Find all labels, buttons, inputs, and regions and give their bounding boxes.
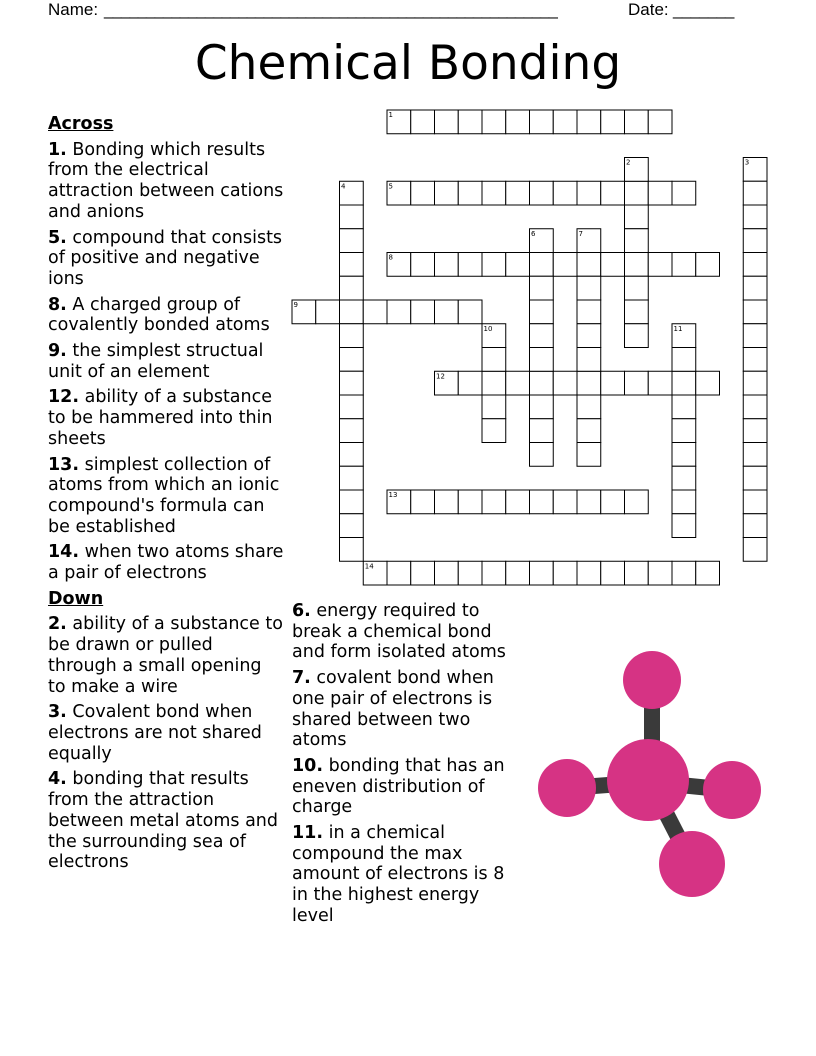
grid-cell[interactable] — [577, 300, 601, 324]
grid-cell[interactable] — [530, 443, 554, 467]
grid-cell[interactable] — [648, 253, 672, 277]
grid-cell[interactable] — [601, 110, 625, 134]
grid-cell[interactable] — [506, 371, 530, 395]
grid-cell[interactable] — [411, 181, 435, 205]
grid-cell[interactable] — [577, 110, 601, 134]
clue-number-10: 10 — [483, 324, 493, 333]
grid-cell[interactable] — [743, 158, 767, 182]
grid-cell[interactable] — [411, 561, 435, 585]
grid-cell[interactable] — [577, 419, 601, 443]
grid-cell[interactable] — [601, 371, 625, 395]
grid-cell[interactable] — [672, 466, 696, 490]
grid-cell[interactable] — [743, 324, 767, 348]
grid-cell[interactable] — [577, 229, 601, 253]
name-line[interactable]: ______________________________________________________ — [104, 0, 557, 19]
grid-cell[interactable] — [696, 371, 720, 395]
grid-cell[interactable] — [506, 181, 530, 205]
grid-cell[interactable] — [482, 253, 506, 277]
grid-cell[interactable] — [340, 371, 364, 395]
grid-cell[interactable] — [648, 561, 672, 585]
grid-cell[interactable] — [672, 419, 696, 443]
clue-number-2: 2 — [626, 158, 631, 167]
grid-cell[interactable] — [530, 419, 554, 443]
grid-cell[interactable] — [672, 443, 696, 467]
grid-cell[interactable] — [743, 514, 767, 538]
grid-cell[interactable] — [458, 253, 482, 277]
grid-cell[interactable] — [696, 253, 720, 277]
grid-cell[interactable] — [482, 419, 506, 443]
clue-down-7: 7. covalent bond when one pair of electrons is shared between two atoms — [292, 668, 494, 751]
grid-cell[interactable] — [411, 490, 435, 514]
grid-cell[interactable] — [530, 253, 554, 277]
grid-cell[interactable] — [458, 110, 482, 134]
grid-cell[interactable] — [530, 348, 554, 372]
grid-cell[interactable] — [340, 253, 364, 277]
grid-cell[interactable] — [435, 490, 459, 514]
clue-number-14: 14 — [364, 562, 374, 571]
grid-cell[interactable] — [672, 253, 696, 277]
grid-cell[interactable] — [387, 490, 411, 514]
grid-cell[interactable] — [340, 205, 364, 229]
grid-cell[interactable] — [435, 110, 459, 134]
grid-cell[interactable] — [672, 348, 696, 372]
grid-cell[interactable] — [672, 181, 696, 205]
grid-cell[interactable] — [625, 205, 649, 229]
atom-center — [607, 739, 689, 821]
grid-cell[interactable] — [625, 110, 649, 134]
grid-cell[interactable] — [743, 253, 767, 277]
grid-cell[interactable] — [340, 419, 364, 443]
clue-across-12: 12. ability of a substance to be hammered into thin sheets — [48, 387, 273, 449]
grid-cell[interactable] — [506, 253, 530, 277]
grid-cell[interactable] — [458, 490, 482, 514]
grid-cell[interactable] — [577, 181, 601, 205]
grid-cell[interactable] — [387, 561, 411, 585]
grid-cell[interactable] — [340, 490, 364, 514]
grid-cell[interactable] — [363, 561, 387, 585]
grid-cell[interactable] — [435, 561, 459, 585]
grid-cell[interactable] — [458, 300, 482, 324]
clue-down-2: 2. ability of a substance to be drawn or pulled through a small opening to make a wire — [48, 614, 283, 697]
grid-cell[interactable] — [292, 300, 316, 324]
grid-cell[interactable] — [482, 395, 506, 419]
grid-cell[interactable] — [601, 253, 625, 277]
grid-cell[interactable] — [625, 181, 649, 205]
grid-cell[interactable] — [743, 490, 767, 514]
clue-number-3: 3 — [744, 158, 750, 167]
clue-across-8: 8. A charged group of covalently bonded atoms — [48, 294, 270, 336]
grid-cell[interactable] — [743, 181, 767, 205]
grid-cell[interactable] — [363, 300, 387, 324]
grid-cell[interactable] — [340, 538, 364, 562]
grid-cell[interactable] — [316, 300, 340, 324]
clue-number-6: 6 — [531, 229, 536, 238]
clue-down-10: 10. bonding that has an eneven distribution of charge — [292, 755, 505, 818]
grid-cell[interactable] — [482, 110, 506, 134]
date-line[interactable]: _______ — [673, 0, 734, 19]
grid-cell[interactable] — [340, 466, 364, 490]
grid-cell[interactable] — [672, 371, 696, 395]
grid-cell[interactable] — [553, 561, 577, 585]
grid-cell[interactable] — [458, 371, 482, 395]
grid-cell[interactable] — [482, 324, 506, 348]
grid-cell[interactable] — [553, 110, 577, 134]
grid-cell[interactable] — [577, 276, 601, 300]
grid-cell[interactable] — [648, 371, 672, 395]
grid-cell[interactable] — [577, 443, 601, 467]
grid-cell[interactable] — [625, 300, 649, 324]
atom-left — [538, 759, 596, 817]
down-heading: Down — [48, 588, 104, 609]
clue-column-left — [48, 114, 284, 878]
clue-across-5: 5. compound that consists of positive and negative ions — [48, 227, 283, 289]
grid-cell[interactable] — [530, 490, 554, 514]
grid-cell[interactable] — [387, 253, 411, 277]
grid-cell[interactable] — [530, 395, 554, 419]
grid-cell[interactable] — [625, 561, 649, 585]
grid-cell[interactable] — [482, 490, 506, 514]
name-label: Name: — [48, 0, 99, 19]
grid-cell[interactable] — [435, 181, 459, 205]
grid-cell[interactable] — [648, 181, 672, 205]
grid-cell[interactable] — [743, 538, 767, 562]
grid-cell[interactable] — [696, 561, 720, 585]
clue-across-14: 14. when two atoms share a pair of electrons — [48, 542, 284, 584]
grid-cell[interactable] — [411, 300, 435, 324]
grid-cell[interactable] — [743, 419, 767, 443]
grid-cell[interactable] — [435, 253, 459, 277]
grid-cell[interactable] — [625, 158, 649, 182]
grid-cell[interactable] — [340, 348, 364, 372]
clue-number-12: 12 — [436, 372, 445, 381]
grid-cell[interactable] — [743, 229, 767, 253]
grid-cell[interactable] — [601, 561, 625, 585]
grid-cell[interactable] — [648, 110, 672, 134]
page-title: Chemical Bonding — [194, 36, 622, 91]
grid-cell[interactable] — [601, 490, 625, 514]
grid-cell[interactable] — [577, 561, 601, 585]
grid-cell[interactable] — [340, 395, 364, 419]
grid-cell[interactable] — [743, 443, 767, 467]
grid-cell[interactable] — [530, 181, 554, 205]
grid-cell[interactable] — [340, 514, 364, 538]
grid-cell[interactable] — [530, 276, 554, 300]
grid-cell[interactable] — [553, 181, 577, 205]
grid-cell[interactable] — [625, 229, 649, 253]
grid-cell[interactable] — [577, 395, 601, 419]
grid-cell[interactable] — [553, 371, 577, 395]
grid-cell[interactable] — [625, 490, 649, 514]
grid-cell[interactable] — [387, 181, 411, 205]
clue-down-6: 6. energy required to break a chemical bond and form isolated atoms — [292, 601, 506, 663]
grid-cell[interactable] — [743, 300, 767, 324]
atom-top — [623, 651, 681, 709]
grid-cell[interactable] — [672, 514, 696, 538]
clue-number-11: 11 — [673, 324, 683, 333]
grid-cell[interactable] — [743, 395, 767, 419]
grid-cell[interactable] — [530, 300, 554, 324]
grid-cell[interactable] — [530, 110, 554, 134]
grid-cell[interactable] — [743, 276, 767, 300]
clue-number-1: 1 — [388, 111, 393, 119]
clue-number-13: 13 — [388, 491, 398, 499]
grid-cell[interactable] — [340, 229, 364, 253]
grid-cell[interactable] — [577, 490, 601, 514]
clue-down-4: 4. bonding that results from the attraction between metal atoms and the surrounding sea of electrons — [48, 769, 279, 873]
grid-cell[interactable] — [340, 324, 364, 348]
grid-cell[interactable] — [625, 324, 649, 348]
grid-cell[interactable] — [411, 253, 435, 277]
grid-cell[interactable] — [601, 181, 625, 205]
grid-cell[interactable] — [435, 371, 459, 395]
clue-down-11: 11. in a chemical compound the max amount of electrons is 8 in the highest energy level — [292, 823, 505, 926]
clue-across-1: 1. Bonding which results from the electrical attraction between cations and anions — [48, 139, 284, 222]
grid-cell[interactable] — [672, 490, 696, 514]
clue-across-9: 9. the simplest structual unit of an element — [48, 341, 264, 382]
grid-cell[interactable] — [482, 371, 506, 395]
clue-number-4: 4 — [341, 182, 346, 191]
grid-cell[interactable] — [625, 371, 649, 395]
grid-cell[interactable] — [482, 181, 506, 205]
grid-cell[interactable] — [506, 490, 530, 514]
atom-bottom — [659, 831, 725, 897]
grid-cell[interactable] — [625, 253, 649, 277]
grid-cell[interactable] — [530, 324, 554, 348]
grid-cell[interactable] — [743, 205, 767, 229]
grid-cell[interactable] — [340, 181, 364, 205]
clue-number-7: 7 — [578, 229, 583, 238]
across-heading: Across — [48, 114, 114, 134]
grid-cell[interactable] — [530, 229, 554, 253]
grid-cell[interactable] — [743, 348, 767, 372]
grid-cell[interactable] — [340, 300, 364, 324]
clue-across-13: 13. simplest collection of atoms from which an ionic compound's formula can be established — [48, 454, 280, 537]
date-label: Date: — [628, 0, 669, 19]
grid-cell[interactable] — [482, 348, 506, 372]
clue-column-right — [292, 601, 520, 932]
grid-cell[interactable] — [506, 561, 530, 585]
grid-cell[interactable] — [577, 324, 601, 348]
grid-cell[interactable] — [530, 561, 554, 585]
grid-cell[interactable] — [530, 371, 554, 395]
grid-cell[interactable] — [458, 561, 482, 585]
clue-number-5: 5 — [388, 182, 393, 191]
grid-cell[interactable] — [577, 371, 601, 395]
grid-cell[interactable] — [387, 300, 411, 324]
grid-cell[interactable] — [340, 276, 364, 300]
grid-cell[interactable] — [506, 110, 530, 134]
grid-cell[interactable] — [553, 253, 577, 277]
clue-number-8: 8 — [388, 253, 393, 262]
clue-down-3: 3. Covalent bond when electrons are not shared equally — [48, 702, 262, 764]
clue-number-9: 9 — [293, 301, 298, 309]
grid-cell[interactable] — [577, 348, 601, 372]
molecule-illustration — [530, 640, 770, 900]
grid-cell[interactable] — [743, 371, 767, 395]
grid-cell[interactable] — [458, 181, 482, 205]
grid-cell[interactable] — [411, 110, 435, 134]
grid-cell[interactable] — [743, 466, 767, 490]
grid-cell[interactable] — [672, 395, 696, 419]
grid-cell[interactable] — [435, 300, 459, 324]
atom-right — [703, 761, 761, 819]
grid-cell[interactable] — [340, 443, 364, 467]
grid-cell[interactable] — [482, 561, 506, 585]
grid-cell[interactable] — [387, 110, 411, 134]
grid-cell[interactable] — [577, 253, 601, 277]
grid-cell[interactable] — [672, 561, 696, 585]
grid-cell[interactable] — [553, 490, 577, 514]
grid-cell[interactable] — [672, 324, 696, 348]
grid-cell[interactable] — [625, 276, 649, 300]
